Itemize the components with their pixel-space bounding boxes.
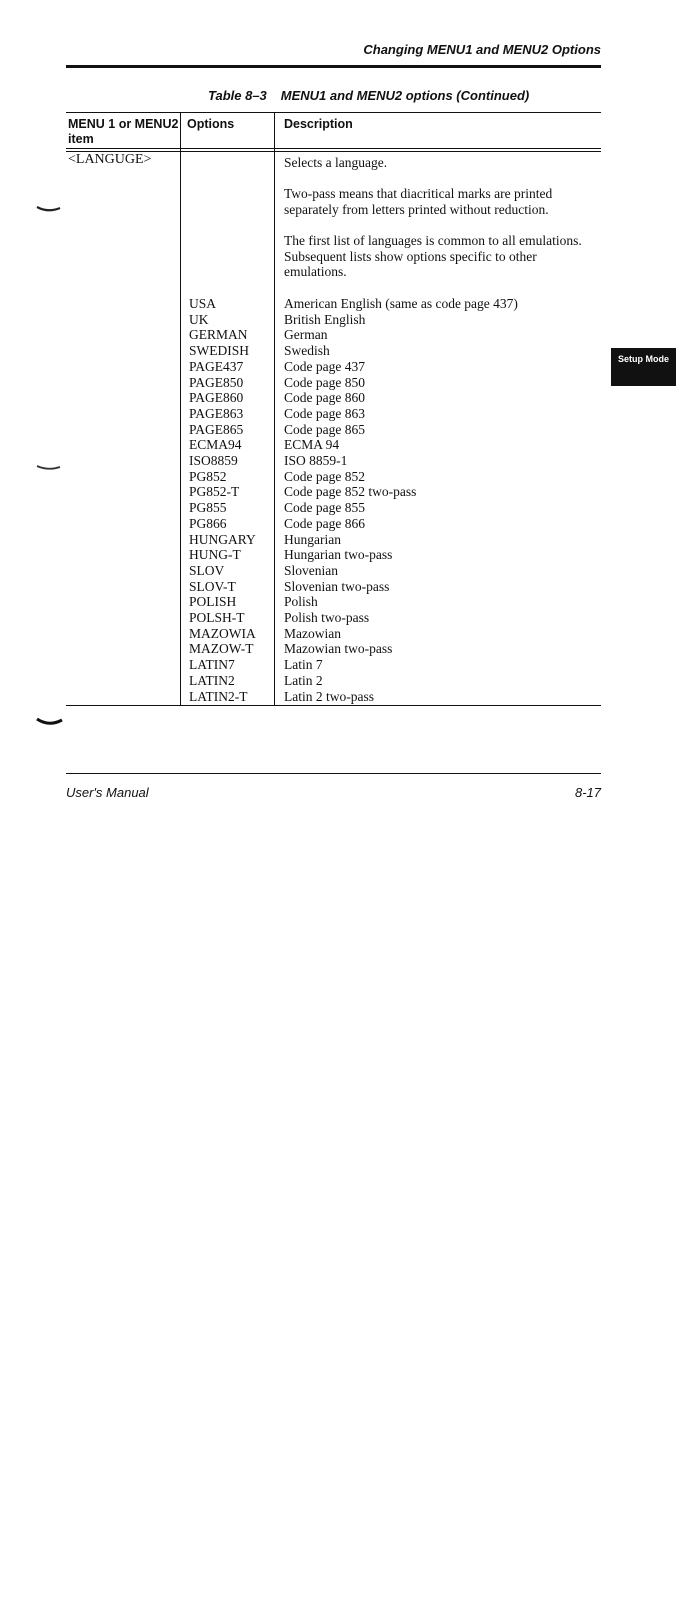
description-cell: ECMA 94: [284, 437, 340, 453]
option-cell: PAGE860: [189, 390, 244, 406]
option-cell: MAZOWIA: [189, 625, 256, 641]
description-cell: British English: [284, 311, 366, 327]
option-cell: PG866: [189, 515, 227, 531]
option-cell: SLOV-T: [189, 578, 236, 594]
description-cell: Latin 2: [284, 672, 323, 688]
description-cell: Latin 2 two-pass: [284, 688, 374, 704]
table-bottom-rule: [66, 705, 601, 706]
footer-page-number: 8-17: [574, 785, 601, 800]
table-top-rule: [66, 112, 601, 113]
column-divider-2: [274, 113, 275, 705]
binding-mark-2: [36, 464, 62, 472]
option-cell: PG852-T: [189, 484, 240, 500]
column-divider-1: [180, 113, 181, 705]
binding-mark-3: [36, 717, 64, 727]
item-cell: <LANGUGE>: [68, 152, 152, 167]
description-cell: Code page 865: [284, 421, 365, 437]
description-cell: Code page 863: [284, 405, 365, 421]
table-caption: [208, 88, 529, 103]
column-header-item-line2: item: [68, 132, 94, 146]
description-cell: Code page 850: [284, 374, 365, 390]
column-header-description: Description: [284, 117, 353, 131]
footer-manual-title: User's Manual: [66, 785, 149, 800]
option-cell: ECMA94: [189, 437, 242, 453]
description-cell: American English (same as code page 437): [284, 296, 518, 311]
description-cell: Mazowian two-pass: [284, 641, 393, 657]
intro-paragraph-3: The first list of languages is common to all emulations. Subsequent lists show options specific to other emulations.: [284, 233, 582, 280]
description-cell: Code page 866: [284, 515, 365, 531]
option-cell: PAGE437: [189, 358, 244, 374]
option-cell: LATIN7: [189, 657, 235, 673]
description-cell: Hungarian: [284, 531, 341, 547]
description-cell: Swedish: [284, 343, 330, 359]
option-cell: HUNGARY: [189, 531, 256, 547]
column-header-options: Options: [187, 117, 235, 131]
option-cell: UK: [189, 311, 209, 327]
option-cell: USA: [189, 296, 217, 311]
column-header-item-line1: MENU 1 or MENU2: [68, 117, 179, 131]
option-cell: LATIN2: [189, 672, 235, 688]
option-cell: PG852: [189, 468, 227, 484]
description-cell: Slovenian: [284, 562, 338, 578]
header-double-rule-top: [66, 148, 601, 149]
option-cell: PAGE850: [189, 374, 244, 390]
description-cell: Code page 852 two-pass: [284, 484, 417, 500]
option-cell: POLISH: [189, 594, 237, 610]
table-caption-number: Table 8–3: [208, 88, 267, 103]
option-cell: GERMAN: [189, 327, 248, 343]
option-cell: POLSH-T: [189, 610, 245, 625]
description-cell: Polish: [284, 594, 318, 610]
intro-paragraph-1: Selects a language.: [284, 155, 388, 170]
description-cell: Slovenian two-pass: [284, 578, 390, 594]
footer-rule: [66, 773, 601, 774]
description-cell: ISO 8859-1: [284, 453, 348, 468]
description-cell: German: [284, 327, 328, 343]
intro-paragraph-2: Two-pass means that diacritical marks are printed separately from letters printed without reduction.: [284, 186, 553, 217]
option-cell: MAZOW-T: [189, 641, 254, 657]
option-cell: HUNG-T: [189, 547, 241, 563]
description-cell: Latin 7: [284, 657, 323, 673]
description-cell: Code page 852: [284, 468, 365, 484]
header-rule: [66, 65, 601, 68]
option-cell: PAGE865: [189, 421, 244, 437]
option-cell: PG855: [189, 500, 227, 516]
description-cell: Hungarian two-pass: [284, 547, 393, 563]
column-header-item: [68, 117, 178, 147]
option-cell: LATIN2-T: [189, 688, 248, 704]
description-cell: Mazowian: [284, 625, 341, 641]
table-caption-title: MENU1 and MENU2 options (Continued): [280, 88, 530, 103]
description-cell: Code page 855: [284, 500, 365, 516]
binding-mark-1: [36, 205, 62, 213]
option-cell: ISO8859: [189, 453, 238, 468]
description-cell: Code page 437: [284, 358, 365, 374]
description-cell: Code page 860: [284, 390, 365, 406]
side-tab: Setup Mode: [611, 348, 676, 386]
option-cell: SWEDISH: [189, 343, 249, 359]
running-header: Changing MENU1 and MENU2 Options: [363, 42, 601, 57]
description-cell: Polish two-pass: [284, 610, 370, 625]
option-cell: SLOV: [189, 562, 225, 578]
option-cell: PAGE863: [189, 405, 244, 421]
